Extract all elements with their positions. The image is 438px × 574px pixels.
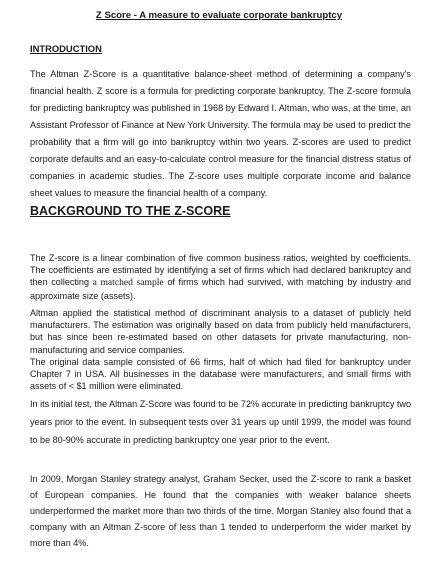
background-paragraph-5: In 2009, Morgan Stanley strategy analyst, Graham Secker, used the Z-score to rank a basket of European companies. He found that the companies with weaker balance sheets underperformed the market more than two thirds of the time. Morgan Stanley also found that a company with an Altman Z-score of less than 1 tended to underperform the wider market by more than 4%. [30,474,411,548]
background-paragraph-1 [30,252,411,302]
background-paragraph-4: In its initial test, the Altman Z-Score was found to be 72% accurate in predicting bankruptcy two years prior to the event. In subsequent tests over 31 years up until 1999, the model was found to be 80-90% accurate in predicting bankruptcy one year prior to the event. [30,399,411,445]
background-paragraph-2: Altman applied the statistical method of discriminant analysis to a dataset of publicly held manufacturers. The estimation was originally based on data from publicly held manufacturers, but has since been re-estimated based on other datasets for private manufacturing, non-manufacturing and service companies. [30,308,411,355]
background-heading: BACKGROUND TO THE Z-SCORE [30,204,231,218]
introduction-heading: INTRODUCTION [30,43,102,54]
paragraph-text: The Z-score is a linear combination of five common business ratios, weighted by coefficients. The coefficients are estimated by identifying a set of firms which had declared bankruptcy and then collecting [30,253,411,288]
paragraph-text: of firms which had survived, with matching by industry and approximate size (assets). [30,277,411,301]
background-paragraph-3: The original data sample consisted of 66 firms, half of which had filed for bankruptcy under Chapter 7 in USA. All businesses in the database were manufacturers, and small firms with assets of < $1 million were eliminated. [30,357,411,392]
introduction-paragraph: The Altman Z-Score is a quantitative balance-sheet method of determining a company's financial health. Z score is a formula for predicting corporate bankruptcy. The Z-score formula for predicting bankruptcy was published in 1968 by Edward I. Altman, who was, at the time, an Assistant Professor of Finance at New York University. The formula may be used to predict the probability that a firm will go into bankruptcy within two years. Z-scores are used to predict corporate defaults and an easy-to-calculate control measure for the financial distress status of companies in academic studies. The Z-score uses multiple corporate income and balance sheet values to measure the financial health of a company. [30,69,411,198]
paragraph-text-serif: a matched sample [92,277,164,289]
document-title: Z Score - A measure to evaluate corporate bankruptcy [95,10,343,21]
